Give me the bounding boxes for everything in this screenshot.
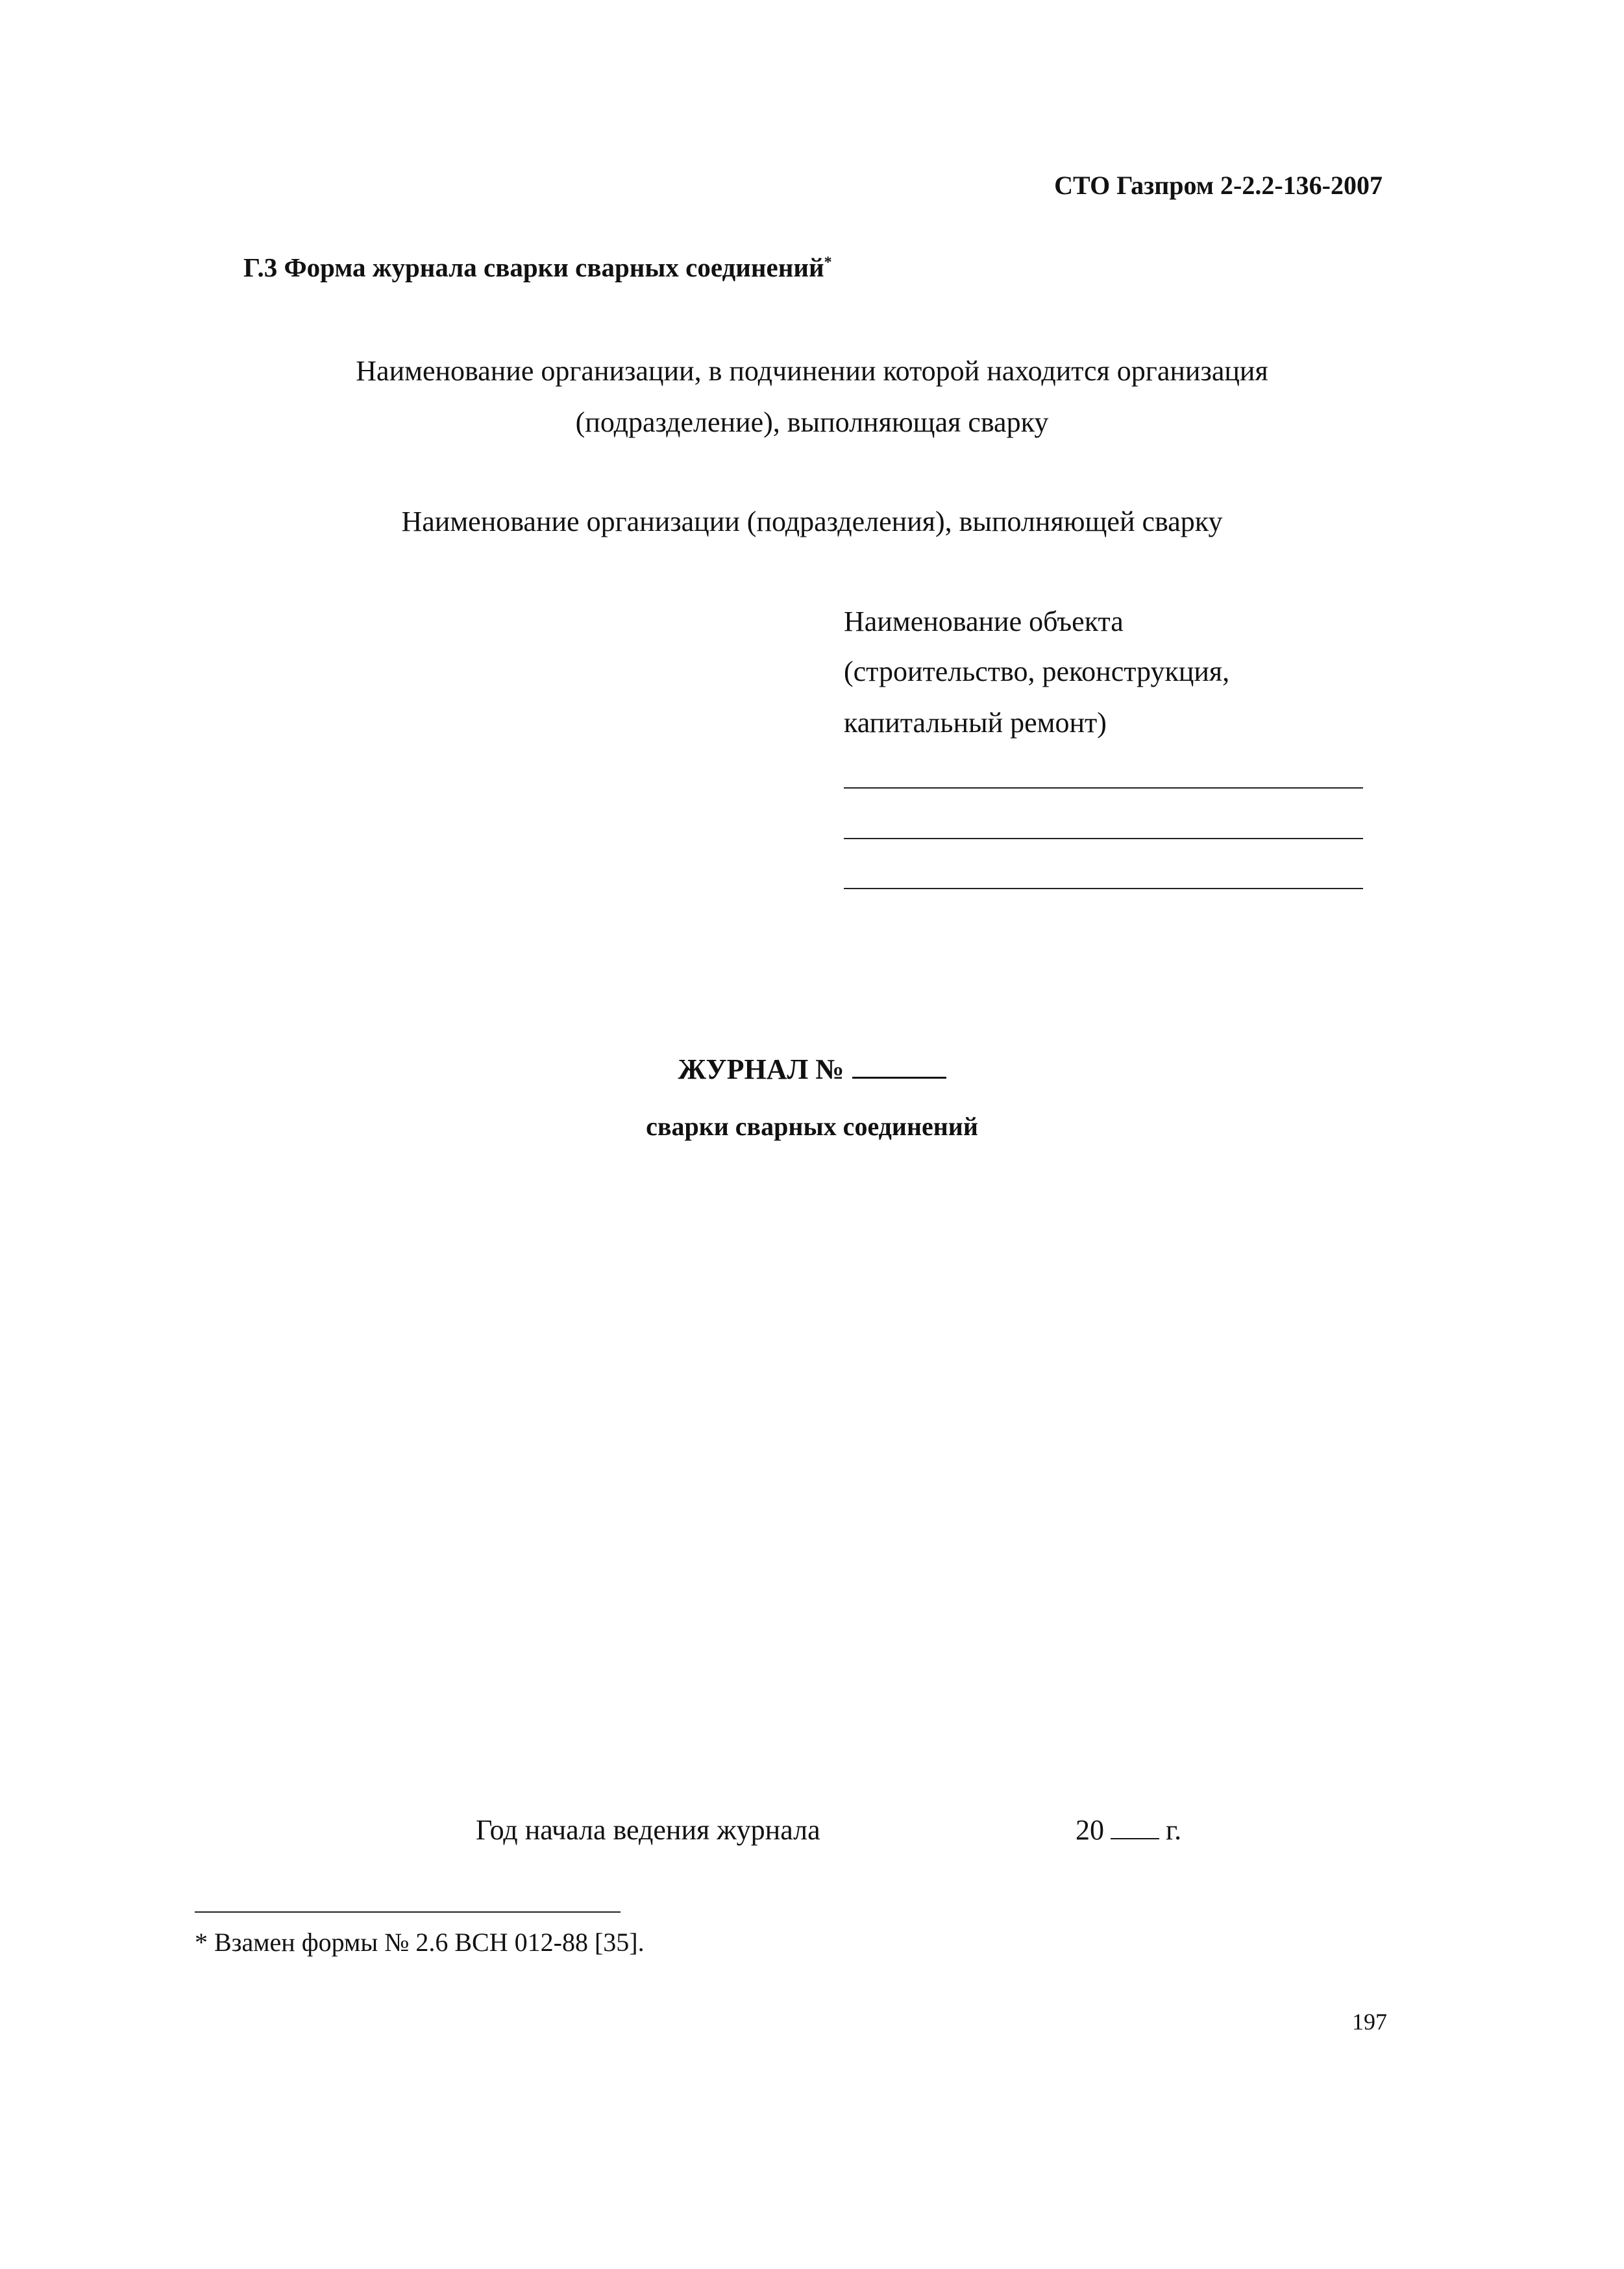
journal-number-blank[interactable]: [852, 1077, 946, 1079]
parent-organization-label-line-1: Наименование организации, в подчинении которой находится организация: [356, 355, 1268, 387]
year-start-label: Год начала ведения журнала: [476, 1814, 820, 1846]
parent-organization-label-line-2: (подразделение), выполняющая сварку: [575, 406, 1049, 438]
year-suffix: г.: [1166, 1814, 1182, 1846]
year-prefix: 20: [1076, 1814, 1104, 1846]
object-name-blank-line-3[interactable]: [844, 888, 1363, 889]
object-label-line-3: капитальный ремонт): [844, 707, 1107, 739]
section-title: [243, 252, 832, 283]
object-label-line-1: Наименование объекта: [844, 606, 1124, 637]
year-blank[interactable]: [1111, 1838, 1159, 1839]
footnote-divider: [195, 1911, 621, 1913]
journal-heading-text: ЖУРНАЛ №: [678, 1053, 844, 1085]
journal-subtitle: сварки сварных соединений: [646, 1112, 978, 1141]
footnote: * Взамен формы № 2.6 ВСН 012-88 [35].: [195, 1928, 645, 1957]
section-title-text: Г.3 Форма журнала сварки сварных соединений: [243, 252, 824, 282]
object-name-blank-line-2[interactable]: [844, 838, 1363, 839]
year-start-field: [1076, 1813, 1181, 1846]
footnote-marker: *: [824, 254, 832, 271]
object-name-blank-line-1[interactable]: [844, 787, 1363, 789]
page-number: 197: [1352, 2009, 1387, 2035]
document-code: СТО Газпром 2-2.2-136-2007: [1054, 171, 1383, 200]
object-label-line-2: (строительство, реконструкция,: [844, 656, 1230, 687]
organization-label: Наименование организации (подразделения), выполняющей сварку: [401, 506, 1223, 537]
journal-heading: [0, 1053, 1624, 1086]
